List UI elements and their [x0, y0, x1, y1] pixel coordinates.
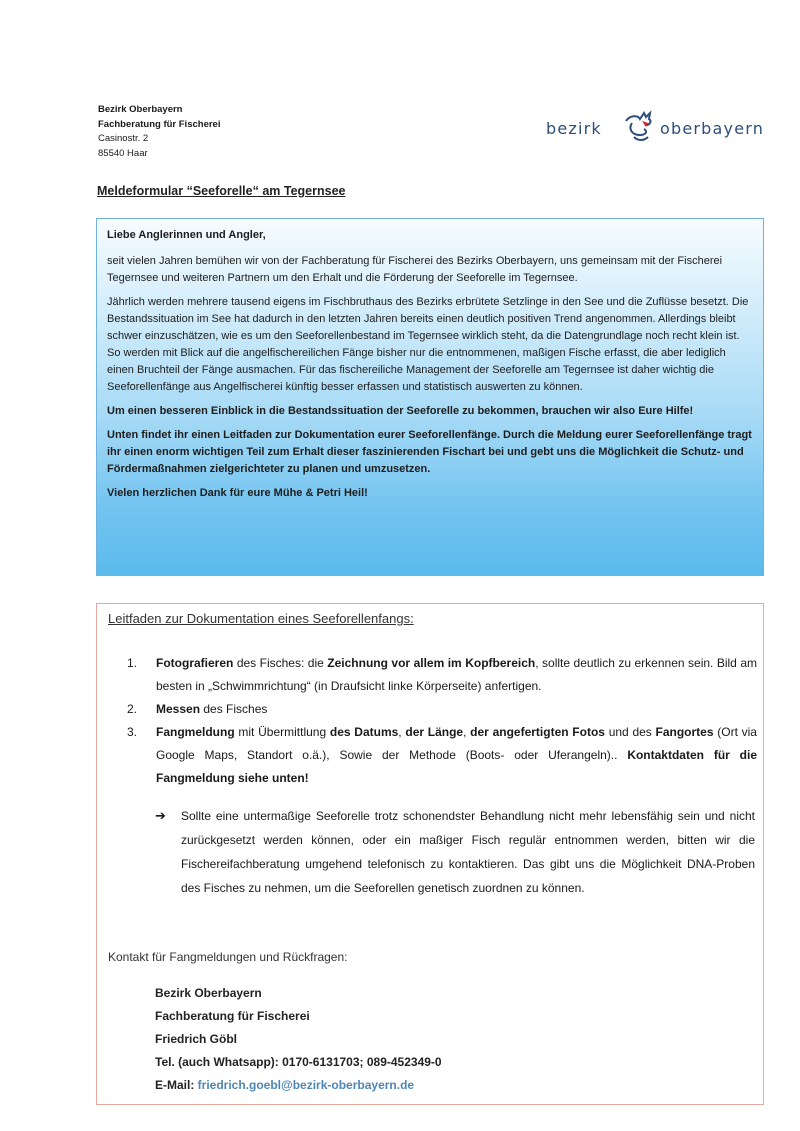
- step-text: mit Übermittlung: [234, 725, 330, 739]
- page-title: Meldeformular “Seeforelle“ am Tegernsee: [97, 184, 346, 198]
- sender-dept: Fachberatung für Fischerei: [98, 118, 221, 130]
- step-text: und des: [604, 725, 656, 739]
- step-text: , sollte deutlich zu erkennen sein. Bild am besten in „Schwimmrichtung“ (in Draufsicht linke Körperseite) anfertigen.: [156, 656, 757, 693]
- step-keyword: Fangortes: [655, 725, 714, 739]
- intro-paragraph-2: Jährlich werden mehrere tausend eigens im Fischbruthaus des Bezirks erbrütete Setzlinge in den See und die Zuflüsse besetzt. Die Bestandssituation im See hat dadurch in den letzten Jahren bereits einen deutlich positiven Trend angenommen. Allerdings bleibt schwer einzuschätzen, wie es um den Seeforellenbestand im Tegernsee wirklich steht, da die Datengrundlage noch recht klein ist. So werden mit Blick auf die angelfischereilichen Fänge bisher nur die entnommenen, maßigen Fische erfasst, die aber lediglich einen Bruchteil der Fänge ausmachen. Für das fischereiliche Management der Seeforelle am Tegernsee ist daher wichtig die Seeforellenfänge aus Angelfischerei künftig besser erfassen und statistisch auswerten zu können.: [107, 296, 749, 393]
- contact-email-label: E-Mail:: [155, 1078, 198, 1092]
- contact-email-row: [155, 1074, 442, 1097]
- step-keyword: der Länge: [405, 725, 464, 739]
- arrow-right-icon: ➔: [155, 808, 166, 823]
- intro-salutation: Liebe Anglerinnen und Angler,: [107, 229, 266, 241]
- guide-note: [155, 804, 755, 900]
- contact-name: Friedrich Göbl: [155, 1032, 238, 1046]
- logo-word-bezirk: bezirk: [546, 119, 602, 138]
- step-keyword: der angefertigten Fotos: [470, 725, 605, 739]
- contact-org: Bezirk Oberbayern: [155, 986, 262, 1000]
- intro-call-to-action: Um einen besseren Einblick in die Bestandssituation der Seeforelle zu bekommen, brauchen wir also Eure Hilfe!: [107, 405, 694, 417]
- guide-step-photo: [127, 652, 757, 698]
- contact-block: [155, 982, 442, 1097]
- sender-address: [98, 103, 220, 161]
- emblem-icon: [618, 107, 658, 147]
- step-text: (Ort via Google Maps, Standort o.ä.), Sowie der Methode (Boots- oder Uferangeln)..: [156, 725, 757, 762]
- guide-step-report: [127, 721, 757, 790]
- guide-step-measure: [127, 698, 757, 721]
- contact-email-link[interactable]: friedrich.goebl@bezirk-oberbayern.de: [197, 1078, 415, 1092]
- intro-paragraph-1: seit vielen Jahren bemühen wir von der Fachberatung für Fischerei des Bezirks Oberbayern, uns gemeinsam mit der Fischerei Tegernsee und weiteren Partnern um den Erhalt und die Förderung der Seeforelle im Tegernsee.: [107, 255, 723, 284]
- note-text: Sollte eine untermaßige Seeforelle trotz schonendster Behandlung nicht mehr lebensfähig sein und nicht zurückgesetzt werden können, oder ein maßiger Fisch regulär entnommen werden, bitten wir die Fischereifachberatung umgehend telefonisch zu kontaktieren. Das gibt uns die Möglichkeit DNA-Proben des Fisches zu nehmen, um die Seeforellen genetisch zuordnen zu können.: [181, 809, 755, 895]
- contact-dept: Fachberatung für Fischerei: [155, 1009, 310, 1023]
- contact-intro: Kontakt für Fangmeldungen und Rückfragen:: [108, 950, 348, 964]
- sender-org: Bezirk Oberbayern: [98, 104, 183, 115]
- bezirk-oberbayern-logo: [546, 107, 766, 147]
- step-text: ,: [463, 725, 471, 739]
- intro-thanks: Vielen herzlichen Dank für eure Mühe & Petri Heil!: [107, 487, 368, 499]
- sender-city: 85540 Haar: [98, 147, 148, 159]
- step-text: ,: [398, 725, 406, 739]
- step-text: des Fisches: die: [233, 656, 328, 670]
- guide-steps: [127, 652, 757, 790]
- step-keyword: des Datums: [329, 725, 399, 739]
- step-keyword: Messen: [156, 702, 201, 716]
- step-text: des Fisches: [200, 702, 268, 716]
- step-keyword: Fangmeldung: [156, 725, 235, 739]
- step-number: 1.: [127, 656, 138, 670]
- guide-box: [96, 603, 764, 1105]
- step-number: 3.: [127, 725, 138, 739]
- logo-word-oberbayern: oberbayern: [660, 119, 765, 138]
- intro-guide-hint: Unten findet ihr einen Leitfaden zur Dokumentation eurer Seeforellenfänge. Durch die Meldung eurer Seeforellenfänge tragt ihr einen enorm wichtigen Teil zum Erhalt dieser faszinierenden Fischart bei und gebt uns die Möglichkeit die Schutz- und Fördermaßnahmen zielgerichteter zu planen und umzusetzen.: [107, 429, 752, 475]
- step-number: 2.: [127, 702, 138, 716]
- guide-title: Leitfaden zur Dokumentation eines Seeforellenfangs:: [108, 611, 414, 626]
- step-keyword: Kontaktdaten für die Fangmeldung siehe unten!: [156, 748, 758, 785]
- step-keyword: Fotografieren: [156, 656, 234, 670]
- step-keyword: Zeichnung vor allem im Kopfbereich: [327, 656, 536, 670]
- intro-box: [96, 218, 764, 576]
- contact-phone: Tel. (auch Whatsapp): 0170-6131703; 089-452349-0: [155, 1055, 442, 1069]
- sender-street: Casinostr. 2: [98, 133, 149, 144]
